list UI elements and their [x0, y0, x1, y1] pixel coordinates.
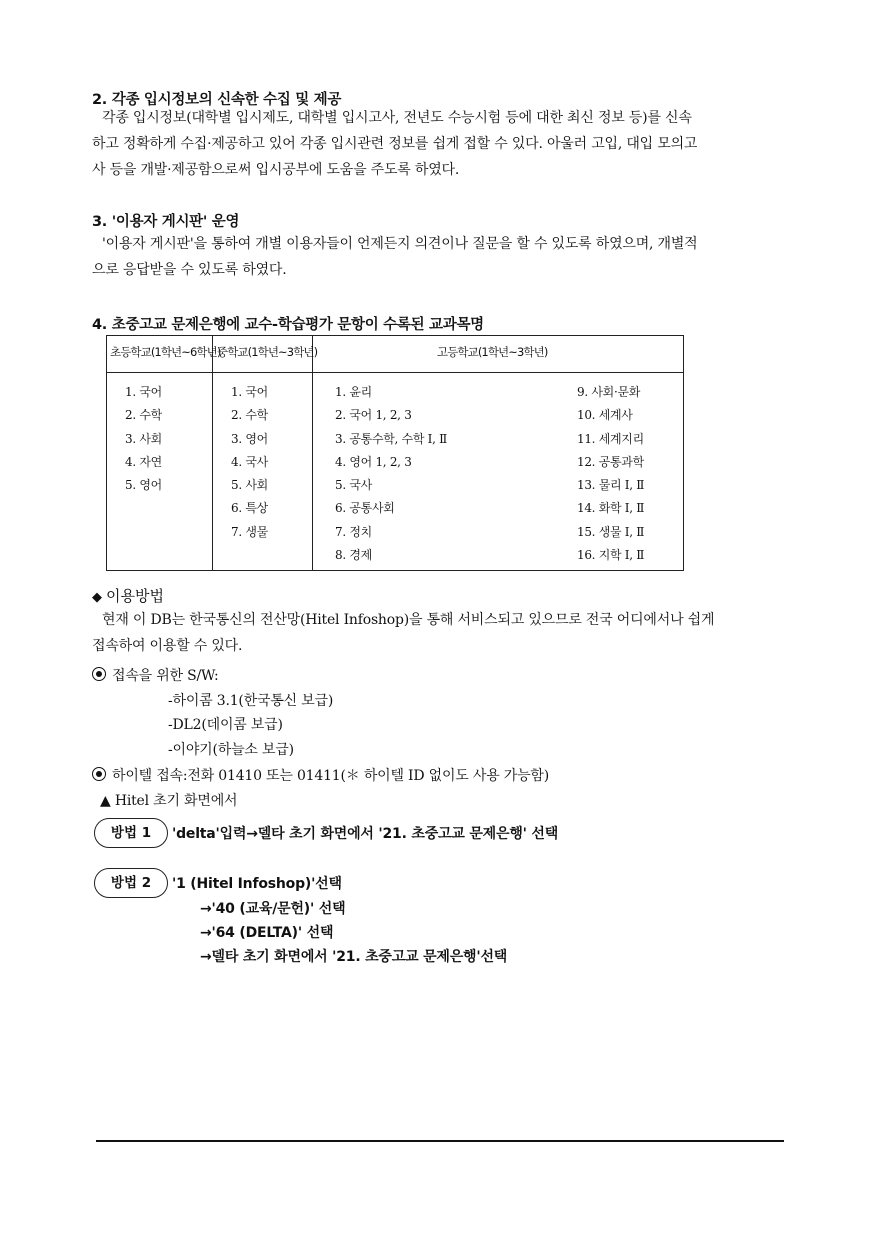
usage-title: 이용방법	[106, 587, 164, 605]
high-left-column	[335, 381, 447, 567]
subject-item: 16. 지학 Ⅰ, Ⅱ	[577, 548, 645, 563]
sw-label-row	[92, 665, 219, 685]
usage-intro-line: 현재 이 DB는 한국통신의 전산망(Hitel Infoshop)을 통해 서비스되고 있으므로 전국 어디에서나 쉽게	[102, 612, 715, 628]
subject-item: 3. 영어	[231, 431, 268, 446]
sw-item: -DL2(데이콤 보급)	[168, 717, 283, 733]
section-2-title: 2. 각종 입시정보의 신속한 수집 및 제공	[92, 92, 342, 108]
header-high: 고등학교(1학년~3학년)	[437, 345, 548, 359]
subject-item: 7. 정치	[335, 524, 372, 539]
subject-item: 10. 세계사	[577, 408, 633, 423]
section-2-line: 사 등을 개발·제공함으로써 입시공부에 도움을 주도록 하였다.	[92, 162, 460, 178]
table-header-divider	[107, 372, 683, 373]
usage-intro-line: 접속하여 이용할 수 있다.	[92, 638, 243, 654]
header-elementary: 초등학교(1학년~6학년)	[110, 345, 221, 359]
subject-item: 1. 윤리	[335, 385, 372, 399]
method-2-step: '1 (Hitel Infoshop)'선택	[172, 876, 342, 892]
subject-item: 8. 경제	[335, 548, 372, 563]
sw-item: -하이콤 3.1(한국통신 보급)	[168, 693, 334, 709]
subject-item: 4. 영어 1, 2, 3	[335, 454, 412, 469]
elementary-column	[125, 381, 162, 497]
hitel-screen-text: ▲ Hitel 초기 화면에서	[100, 793, 238, 809]
section-3-title: 3. '이용자 게시판' 운영	[92, 214, 240, 230]
middle-column	[231, 381, 268, 544]
sw-item: -이야기(하늘소 보급)	[168, 742, 294, 758]
subject-item: 9. 사회·문화	[577, 385, 641, 399]
subjects-table	[106, 335, 684, 571]
subject-item: 12. 공통과학	[577, 454, 644, 469]
high-right-column	[577, 381, 644, 567]
header-middle: 중학교(1학년~3학년)	[217, 345, 318, 359]
method-1-text: 'delta'입력→델타 초기 화면에서 '21. 초중고교 문제은행' 선택	[172, 826, 559, 842]
subject-item: 4. 국사	[231, 454, 268, 469]
circle-bullet-icon	[92, 667, 106, 681]
subject-item: 6. 공통사회	[335, 501, 395, 516]
section-3-line: '이용자 게시판'을 통하여 개별 이용자들이 언제든지 의견이나 질문을 할 수 있도록 하였으며, 개별적	[102, 236, 698, 252]
hitel-access-text: 하이텔 접속:전화 01410 또는 01411(＊ 하이텔 ID 없이도 사용 가능함)	[112, 768, 549, 784]
subject-item: 5. 사회	[231, 478, 268, 493]
footer-rule	[96, 1140, 784, 1142]
subject-item: 2. 수학	[231, 408, 268, 423]
usage-intro	[92, 607, 782, 659]
method-1-badge: 방법 1	[94, 818, 168, 848]
section-2-line: 각종 입시정보(대학별 입시제도, 대학별 입시고사, 전년도 수능시험 등에 대한 최신 정보 등)를 신속	[102, 110, 692, 126]
usage-heading	[92, 585, 164, 606]
section-4-title: 4. 초중고교 문제은행에 교수-학습평가 문항이 수록된 교과목명	[92, 317, 484, 333]
circle-bullet-icon	[92, 767, 106, 781]
subject-item: 7. 생물	[231, 524, 268, 539]
subject-item: 2. 국어 1, 2, 3	[335, 408, 412, 423]
subject-item: 1. 국어	[231, 385, 268, 399]
subject-item: 6. 특상	[231, 501, 268, 516]
method-2-badge: 방법 2	[94, 868, 168, 898]
diamond-bullet-icon: ◆	[92, 590, 102, 605]
subject-item: 3. 사회	[125, 431, 162, 446]
subject-item: 11. 세계지리	[577, 431, 644, 446]
subject-item: 5. 국사	[335, 478, 372, 493]
subject-item: 14. 화학 Ⅰ, Ⅱ	[577, 501, 645, 516]
section-3-line: 으로 응답받을 수 있도록 하였다.	[92, 262, 287, 278]
subject-item: 5. 영어	[125, 478, 162, 493]
subject-item: 13. 물리 Ⅰ, Ⅱ	[577, 478, 645, 493]
method-2-step: →델타 초기 화면에서 '21. 초중고교 문제은행'선택	[200, 949, 508, 965]
method-2-step: →'64 (DELTA)' 선택	[200, 925, 334, 941]
section-3-body	[92, 231, 782, 283]
subject-item: 2. 수학	[125, 408, 162, 423]
subject-item: 15. 생물 Ⅰ, Ⅱ	[577, 524, 645, 539]
subject-item: 3. 공통수학, 수학 Ⅰ, Ⅱ	[335, 431, 447, 446]
subject-item: 1. 국어	[125, 385, 162, 399]
hitel-access-row	[92, 765, 549, 785]
method-2-step: →'40 (교육/문헌)' 선택	[200, 901, 346, 917]
subject-item: 4. 자연	[125, 454, 162, 469]
section-2-body	[92, 105, 782, 183]
section-2-line: 하고 정확하게 수집·제공하고 있어 각종 입시관련 정보를 쉽게 접할 수 있다. 아울러 고입, 대입 모의고	[92, 136, 698, 152]
sw-label: 접속을 위한 S/W:	[112, 668, 219, 684]
